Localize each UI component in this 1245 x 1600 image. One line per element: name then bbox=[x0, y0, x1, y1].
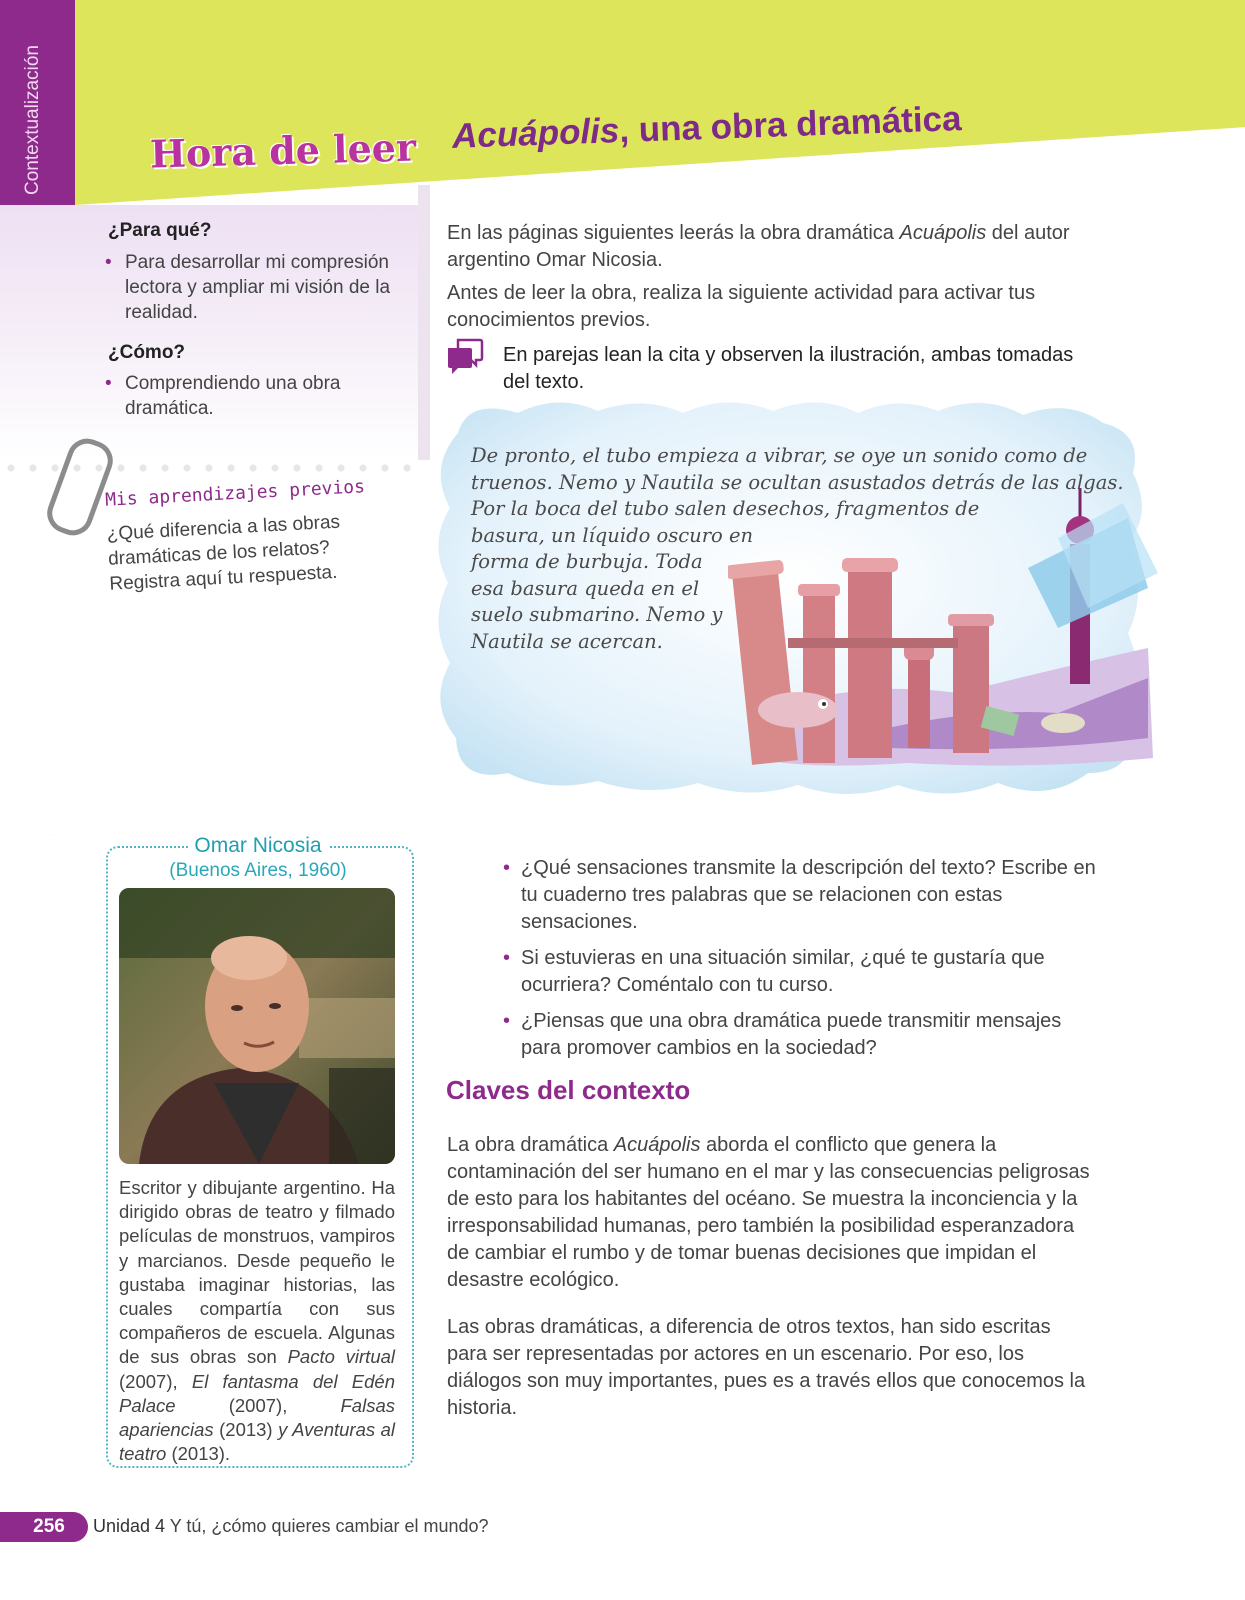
side-tab bbox=[0, 0, 75, 205]
underwater-factory-illustration bbox=[728, 478, 1158, 770]
author-dates: (Buenos Aires, 1960) bbox=[169, 860, 347, 881]
footer-unit-title: Y tú, ¿cómo quieres cambiar el mundo? bbox=[165, 1516, 489, 1536]
quote-line: Por la boca del tubo salen desechos, fragmentos de bbox=[471, 497, 980, 520]
question-item: • Si estuvieras en una situación similar, ¿qué te gustaría que ocurriera? Coméntalo con tu curso. bbox=[503, 945, 1101, 999]
quote-line: truenos. Nemo y Nautila se ocultan asustados detrás de las algas. bbox=[471, 470, 1124, 494]
claves-p1-italic: Acuápolis bbox=[613, 1134, 701, 1156]
intro-paragraph-2: Antes de leer la obra, realiza la siguiente actividad para activar tus conocimientos previos. bbox=[447, 282, 1036, 331]
bio-work: Falsas apariencias bbox=[119, 1394, 395, 1441]
section-title: Hora de leer bbox=[149, 124, 417, 177]
question-item: • ¿Qué sensaciones transmite la descripción del texto? Escribe en tu cuaderno tres palabras que se relacionen con estas sensaciones. bbox=[503, 855, 1101, 936]
bio-work: Pacto virtual bbox=[287, 1346, 396, 1368]
quote-line: suelo submarino. Nemo y bbox=[471, 603, 723, 626]
page-number-badge bbox=[0, 1512, 88, 1542]
title-rest: , una obra dramática bbox=[618, 99, 963, 151]
intro-p1-a: En las páginas siguientes leerás la obra dramática bbox=[447, 222, 900, 244]
header-banner bbox=[75, 0, 1245, 205]
bio-text: (2013) bbox=[213, 1419, 279, 1441]
como-heading: ¿Cómo? bbox=[108, 342, 186, 363]
side-tab-label: Contextualización bbox=[22, 45, 43, 195]
claves-heading: Claves del contexto bbox=[446, 1075, 691, 1105]
bio-work: y Aventuras al teatro bbox=[119, 1419, 395, 1465]
author-name bbox=[108, 834, 408, 858]
claves-p1-a: La obra dramática bbox=[447, 1134, 614, 1156]
author-photo bbox=[119, 888, 395, 1164]
page-number: 256 bbox=[33, 1516, 65, 1537]
claves-p1-b: aborda el conflicto que genera la contaminación del ser humano en el mar y las consecuencias peligrosas de esto para los habitantes del océano. Se muestra la inconciencia y la irresponsabilidad humanas, pero también la posibilidad esperanzadora de cambiar el rumbo y de tomar buenas decisiones que impidan el desastre ecológico. bbox=[447, 1134, 1090, 1291]
quote-line: esa basura queda en el bbox=[471, 576, 700, 600]
claves-paragraph-1 bbox=[447, 1132, 1095, 1294]
para-que-heading: ¿Para qué? bbox=[108, 220, 212, 241]
footer-unit bbox=[93, 1516, 489, 1537]
bio-work: El fantasma del Edén Palace bbox=[119, 1370, 395, 1416]
author-bio bbox=[119, 1176, 395, 1466]
quote-line: Nautila se acercan. bbox=[471, 629, 663, 653]
author-name-text: Omar Nicosia bbox=[188, 834, 327, 857]
bio-text: (2013). bbox=[166, 1443, 231, 1465]
como-bullet: • Comprendiendo una obra dramática. bbox=[105, 371, 415, 421]
title-italic: Acuápolis bbox=[451, 111, 620, 156]
para-que-bullet: • Para desarrollar mi compresión lectora y ampliar mi visión de la realidad. bbox=[105, 250, 415, 325]
aprendizajes-heading: Mis aprendizajes previos bbox=[104, 476, 366, 511]
pair-discussion-icon bbox=[446, 338, 484, 376]
intro-p1-b: del autor argentino Omar Nicosia. bbox=[447, 222, 1070, 271]
quote-line: forma de burbuja. Toda bbox=[471, 550, 703, 573]
question-item: • ¿Piensas que una obra dramática puede transmitir mensajes para promover cambios en la sociedad? bbox=[503, 1008, 1101, 1062]
intro-p1-italic: Acuápolis bbox=[899, 222, 987, 244]
footer-unit-label: Unidad 4 bbox=[93, 1516, 166, 1536]
bio-text: (2007), bbox=[175, 1394, 341, 1416]
aprendizajes-text: ¿Qué diferencia a las obras dramáticas de los relatos? Registra aquí tu respuesta. bbox=[106, 511, 341, 595]
sidebar-background bbox=[0, 205, 418, 460]
quote-line: De pronto, el tubo empieza a vibrar, se oye un sonido como de bbox=[471, 444, 1088, 467]
claves-paragraph-2: Las obras dramáticas, a diferencia de otros textos, han sido escritas para ser representadas por actores en un escenario. Por eso, los diálogos son muy importantes, pues es a través ellos que conocemos la historia. bbox=[447, 1316, 1086, 1419]
quote-line: basura, un líquido oscuro en bbox=[471, 523, 754, 547]
intro-paragraph-1 bbox=[447, 220, 1107, 274]
activity-instruction: En parejas lean la cita y observen la ilustración, ambas tomadas del texto. bbox=[503, 344, 1074, 393]
bio-text: Escritor y dibujante argentino. Ha dirigido obras de teatro y filmado películas de monstruos, vampiros y marcianos. Desde pequeño le gustaba imaginar historias, las cuales compartía con sus compañeros de escuela. Algunas de sus obras son bbox=[119, 1177, 395, 1368]
bio-text: (2007), bbox=[119, 1370, 192, 1392]
